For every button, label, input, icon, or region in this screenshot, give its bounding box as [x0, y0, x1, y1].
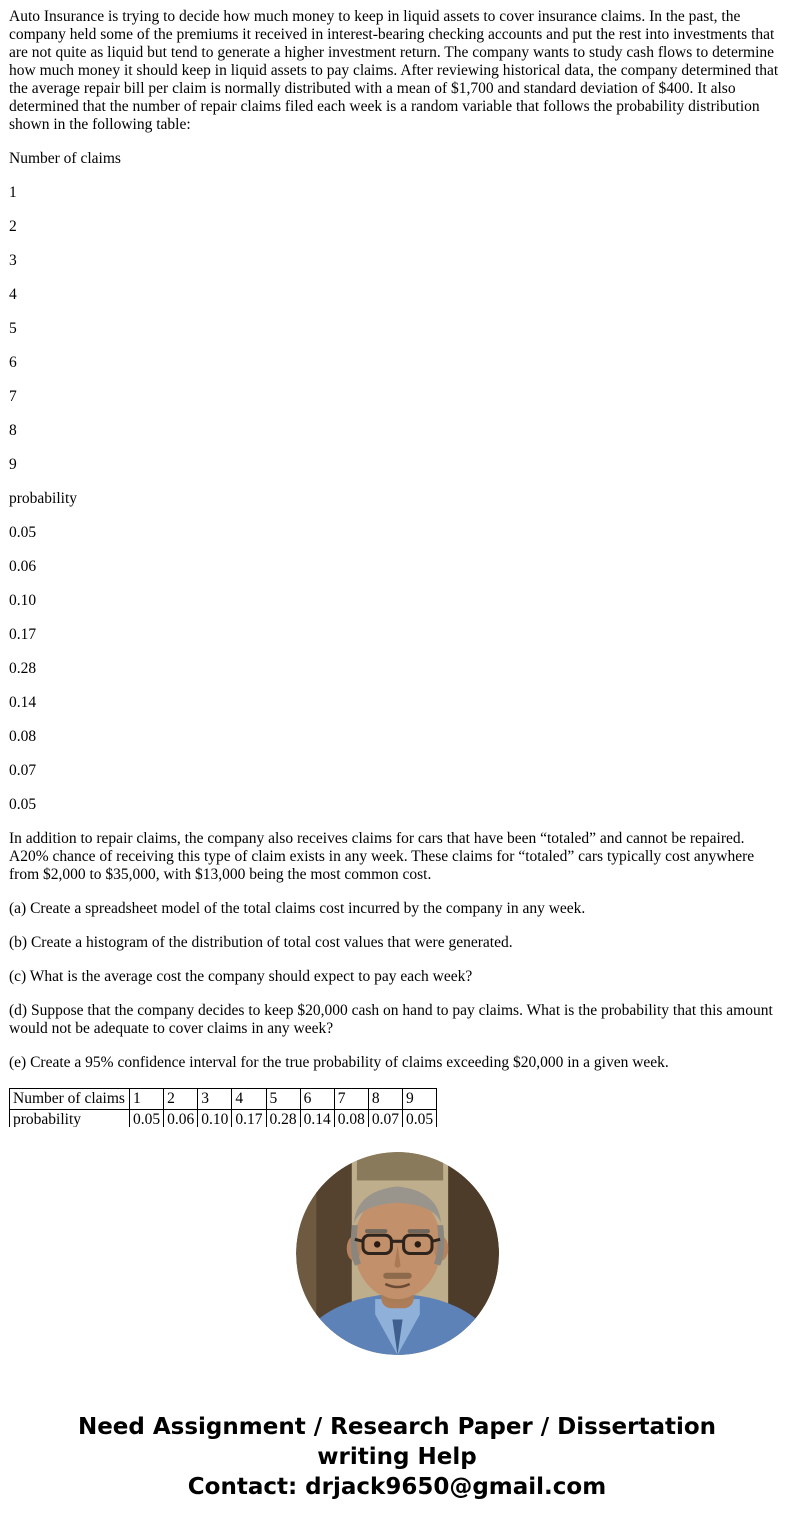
table-cell: 0.08 [334, 1110, 368, 1128]
table-cell: 0.14 [300, 1110, 334, 1128]
table-header-cell: 4 [232, 1089, 266, 1110]
footer-line-1: Need Assignment / Research Paper / Dissertation [77, 1414, 717, 1440]
probability-value: 0.28 [9, 660, 37, 677]
table-header-cell: 8 [368, 1089, 402, 1110]
table-cell: 0.05 [130, 1110, 164, 1128]
table-header-cell: 6 [300, 1089, 334, 1110]
totaled-claims-paragraph: In addition to repair claims, the company also receives claims for cars that have been “totaled” and cannot be repaired. A20% chance of receiving this type of claim exists in any week. These claims for “totaled” cars typically cost anywhere from $2,000 to $35,000, with $13,000 being the most common cost. [9, 830, 755, 883]
question-b: (b) Create a histogram of the distribution of total cost values that were generated. [9, 934, 513, 951]
table-cell: 0.17 [232, 1110, 266, 1128]
question-c: (c) What is the average cost the company should expect to pay each week? [9, 968, 473, 985]
table-header-cell: 7 [334, 1089, 368, 1110]
probability-list-label: probability [9, 490, 78, 507]
table-cell: 0.06 [164, 1110, 198, 1128]
footer-contact-email: Contact: drjack9650@gmail.com [187, 1474, 607, 1500]
claims-probability-table [9, 1088, 437, 1127]
question-d: (d) Suppose that the company decides to keep $20,000 cash on hand to pay claims. What is the probability that this amount would not be adequate to cover claims in any week? [9, 1002, 773, 1037]
claim-number: 1 [9, 184, 17, 201]
probability-value: 0.17 [9, 626, 37, 643]
probability-value: 0.05 [9, 796, 37, 813]
table-cell: 0.28 [266, 1110, 300, 1128]
portrait-avatar-graphic [296, 1152, 499, 1355]
claim-number: 7 [9, 388, 17, 405]
table-cell: 0.05 [403, 1110, 437, 1128]
question-a: (a) Create a spreadsheet model of the total claims cost incurred by the company in any week. [9, 900, 586, 917]
probability-value: 0.06 [9, 558, 37, 575]
footer-banner [9, 1412, 785, 1522]
probability-value: 0.08 [9, 728, 37, 745]
portrait-section [9, 1152, 785, 1360]
table-header-cell: 5 [266, 1089, 300, 1110]
claim-number: 8 [9, 422, 17, 439]
table-header-cell: 9 [403, 1089, 437, 1110]
table-cell: 0.07 [368, 1110, 402, 1128]
claim-number: 5 [9, 320, 17, 337]
claim-number: 9 [9, 456, 17, 473]
claim-number: 2 [9, 218, 17, 235]
table-row [10, 1110, 437, 1128]
claim-number: 3 [9, 252, 17, 269]
table-row [10, 1089, 437, 1110]
table-header-cell: 1 [130, 1089, 164, 1110]
question-e: (e) Create a 95% confidence interval for the true probability of claims exceeding $20,000 in a given week. [9, 1054, 669, 1071]
table-header-cell: 3 [198, 1089, 232, 1110]
claim-number: 4 [9, 286, 17, 303]
probability-value: 0.05 [9, 524, 37, 541]
claims-probability-table-clipped [9, 1088, 785, 1127]
table-cell: 0.10 [198, 1110, 232, 1128]
claim-number: 6 [9, 354, 17, 371]
table-cell: probability [10, 1110, 130, 1128]
portrait-photo [296, 1152, 499, 1355]
claims-list-label: Number of claims [9, 150, 121, 167]
probability-value: 0.14 [9, 694, 37, 711]
table-header-cell: Number of claims [10, 1089, 130, 1110]
intro-paragraph: Auto Insurance is trying to decide how much money to keep in liquid assets to cover insurance claims. In the past, the company held some of the premiums it received in interest-bearing checking accounts and put the rest into investments that are not quite as liquid but tend to generate a higher investment return. The company wants to study cash flows to determine how much money it should keep in liquid assets to pay claims. After reviewing historical data, the company determined that the average repair bill per claim is normally distributed with a mean of $1,700 and standard deviation of $400. It also determined that the number of repair claims filed each week is a random variable that follows the probability distribution shown in the following table: [9, 8, 779, 133]
footer-line-2: writing Help [317, 1444, 477, 1470]
table-header-cell: 2 [164, 1089, 198, 1110]
probability-value: 0.07 [9, 762, 37, 779]
probability-value: 0.10 [9, 592, 37, 609]
